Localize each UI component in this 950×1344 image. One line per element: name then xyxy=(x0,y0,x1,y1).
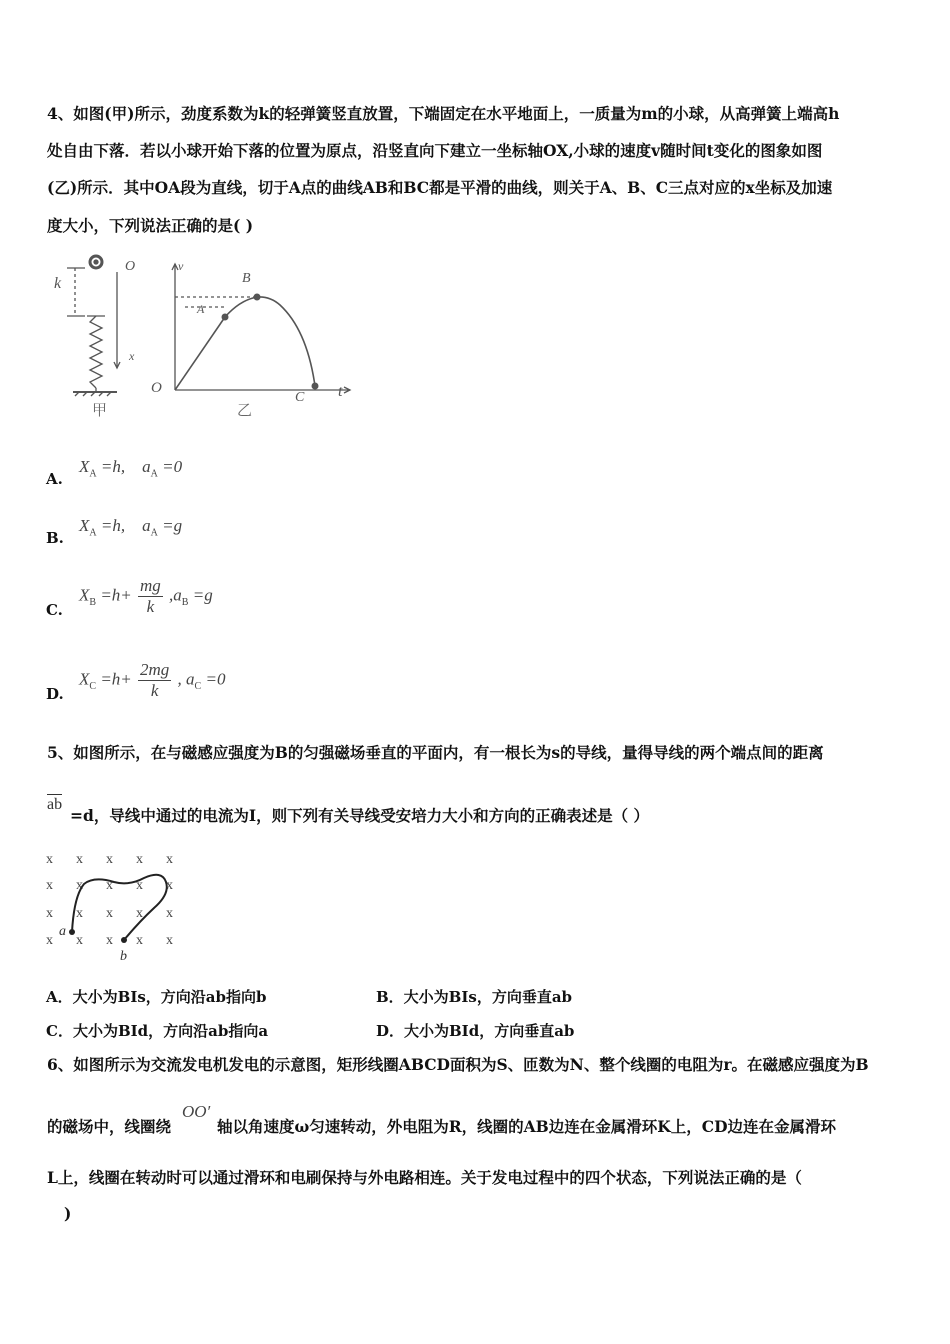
q4-line3: (乙)所示．其中OA段为直线，切于A点的曲线AB和BC都是平滑的曲线，则关于A、B、C三点对应的x坐标及加速 xyxy=(47,178,833,197)
q6-line2a: 的磁场中，线圈绕 xyxy=(47,1117,172,1136)
svg-text:x: x xyxy=(166,852,173,867)
svg-text:x: x xyxy=(76,852,83,867)
q5-ab-overline: ab xyxy=(47,796,63,813)
q4-option-c-formula[interactable]: $X_B =h+$ $\frac{mg}{k}$ $,a_B =g$ xyxy=(79,576,213,616)
q5-option-b[interactable]: B．大小为BIs，方向垂直ab xyxy=(376,988,573,1006)
point-c xyxy=(312,383,319,390)
svg-text:x: x xyxy=(166,878,173,893)
graph-a-label: A xyxy=(197,302,205,316)
q5-option-a[interactable]: A．大小为BIs，方向沿ab指向b xyxy=(46,988,267,1006)
q5-option-c[interactable]: C．大小为BId，方向沿ab指向a xyxy=(46,1022,269,1040)
t-axis-label: t xyxy=(338,383,343,400)
svg-text:x: x xyxy=(46,906,53,921)
v-axis-label: v xyxy=(178,259,184,273)
q6-line2b: 轴以角速度ω匀速转动，外电阻为R，线圈的AB边连在金属滑环K上，CD边连在金属滑环 xyxy=(217,1117,837,1136)
graph-c-label: C xyxy=(295,390,305,405)
q5-option-d[interactable]: D．大小为BId，方向垂直ab xyxy=(376,1022,575,1040)
svg-text:x: x xyxy=(106,906,113,921)
svg-text:x: x xyxy=(136,933,143,948)
wire-end-b xyxy=(121,937,127,943)
svg-text:x: x xyxy=(106,852,113,867)
point-a xyxy=(222,314,229,321)
svg-text:x: x xyxy=(106,933,113,948)
svg-text:x: x xyxy=(46,878,53,893)
q6-line1: 6、如图所示为交流发电机发电的示意图，矩形线圈ABCD面积为S、匝数为N、整个线圈的电阻为r。在磁感应强度为B xyxy=(47,1055,869,1074)
svg-text:x: x xyxy=(46,852,53,867)
svg-text:x: x xyxy=(76,933,83,948)
svg-text:x: x xyxy=(46,933,53,948)
spring-x-label: x xyxy=(129,349,135,363)
q4-option-c-letter[interactable]: C. xyxy=(46,601,63,619)
origin-label: O xyxy=(151,380,162,396)
q4-option-b-formula[interactable]: $X_A =h$, $a_A =g$ xyxy=(79,516,183,539)
q4-option-d-letter[interactable]: D. xyxy=(46,685,64,703)
q4-option-d-formula[interactable]: $X_C =h+$ $\frac{2mg}{k}$ , $a_C =0$ xyxy=(79,660,226,700)
wire-end-a xyxy=(69,929,75,935)
q4-option-a-formula[interactable]: $X_A =h$, $a_A =0$ xyxy=(79,457,183,480)
spring-diagram xyxy=(67,256,120,396)
svg-text:x: x xyxy=(76,906,83,921)
q4-option-b-letter[interactable]: B. xyxy=(46,529,64,547)
q5-line2: =d，导线中通过的电流为I，则下列有关导线受安培力大小和方向的正确表述是（ ） xyxy=(70,806,649,825)
svg-text:x: x xyxy=(166,933,173,948)
q6-axis-label: OO′ xyxy=(182,1102,211,1121)
q4-line4: 度大小，下列说法正确的是( ) xyxy=(47,216,254,235)
wire-b-label: b xyxy=(120,949,127,964)
svg-text:x: x xyxy=(136,852,143,867)
q6-line4: ) xyxy=(64,1204,72,1223)
svg-text:x: x xyxy=(136,906,143,921)
q4-option-a-letter[interactable]: A. xyxy=(46,470,63,488)
point-b xyxy=(254,294,261,301)
graph-b-label: B xyxy=(242,271,251,286)
q4-line1: 4、如图(甲)所示，劲度系数为k的轻弹簧竖直放置，下端固定在水平地面上，一质量为m的小球，从高弹簧上端高h xyxy=(47,104,840,123)
wire-a-label: a xyxy=(59,924,66,939)
spring-o-label: O xyxy=(125,259,136,274)
q5-figure xyxy=(44,846,194,966)
vt-graph xyxy=(172,264,350,393)
q5-line1: 5、如图所示，在与磁感应强度为B的匀强磁场垂直的平面内，有一根长为s的导线，量得导线的两个端点间的距离 xyxy=(47,743,824,762)
jia-label: 甲 xyxy=(92,403,108,419)
wire xyxy=(72,875,167,940)
svg-text:x: x xyxy=(76,878,83,893)
q4-figure xyxy=(45,250,365,420)
spring-k-label: k xyxy=(54,275,62,292)
svg-text:x: x xyxy=(166,906,173,921)
q6-line3: L上，线圈在转动时可以通过滑环和电刷保持与外电路相连。关于发电过程中的四个状态，下列说法正确的是（ xyxy=(47,1168,802,1187)
svg-text:x: x xyxy=(106,878,113,893)
svg-text:x: x xyxy=(136,878,143,893)
yi-label: 乙 xyxy=(237,403,253,419)
q4-line2: 处自由下落．若以小球开始下落的位置为原点，沿竖直向下建立一坐标轴OX,小球的速度v随时间t变化的图象如图 xyxy=(47,141,823,160)
